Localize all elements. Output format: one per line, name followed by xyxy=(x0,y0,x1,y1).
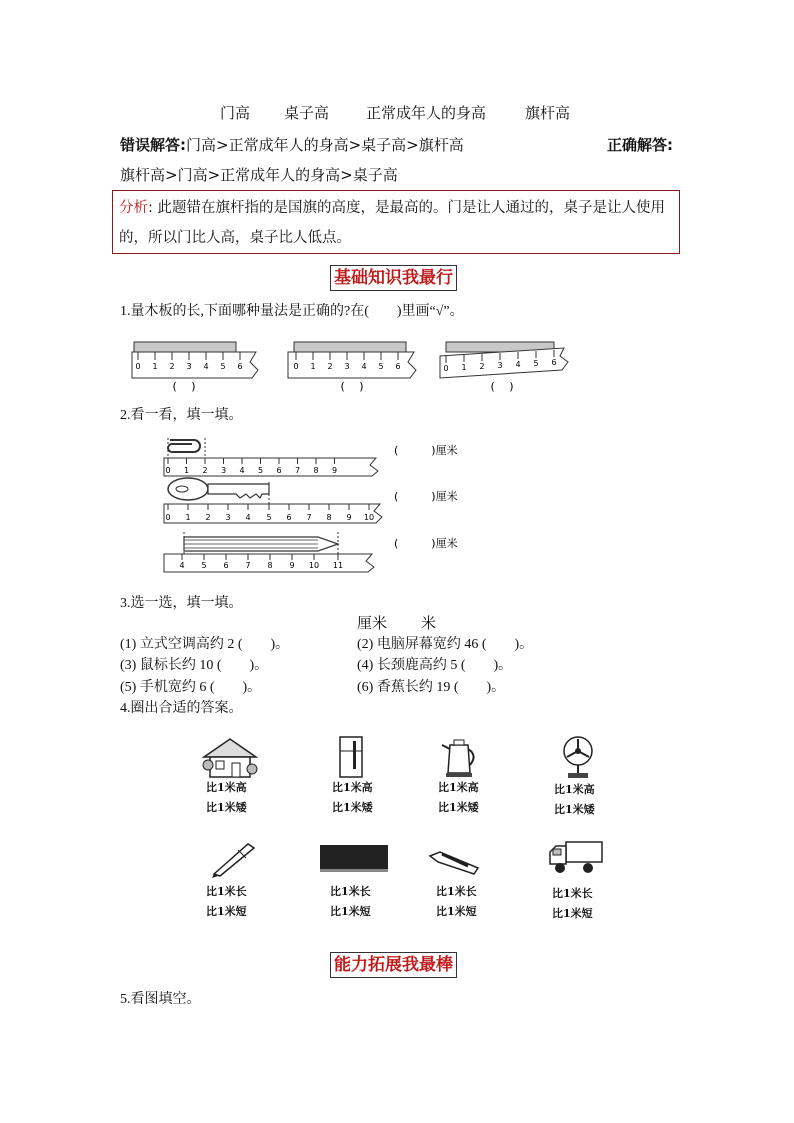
option-shorter[interactable]: 比1米短 xyxy=(552,907,593,920)
option-shorter[interactable]: 比1米短 xyxy=(436,905,477,918)
answer-blank-a[interactable]: ( ) xyxy=(172,380,196,393)
ruler-1-tick-label: 3 xyxy=(220,466,227,475)
board-a xyxy=(134,342,236,352)
correct-answer-label: 正确解答: xyxy=(607,136,673,154)
ruler-1-tick-label: 7 xyxy=(294,466,301,475)
option-longer[interactable]: 比1米长 xyxy=(330,885,371,898)
q1-rulers xyxy=(128,336,578,394)
height-item-adult: 正常成年人的身高 xyxy=(366,104,487,122)
q3-item-5: (5) 手机宽约 6 ( )。 xyxy=(120,680,262,695)
q3-item-6: (6) 香蕉长约 19 ( )。 xyxy=(357,680,506,695)
ruler-2-tick-label: 7 xyxy=(306,513,312,522)
height-item-door: 门高 xyxy=(220,104,251,122)
fan-icon xyxy=(558,735,598,779)
section-title-extension: 能力拓展我最棒 xyxy=(330,952,457,978)
option-longer[interactable]: 比1米长 xyxy=(552,887,593,900)
option-shorter[interactable]: 比1米短 xyxy=(330,905,371,918)
ruler-a-tick-label: 1 xyxy=(152,362,158,371)
answer-blank-b[interactable]: ( ) xyxy=(340,380,364,393)
option-shorter[interactable]: 比1米短 xyxy=(206,905,247,918)
ruler-2-tick-label: 4 xyxy=(245,513,251,522)
ruler-b-tick-label: 5 xyxy=(378,362,384,371)
wrong-answer-text: 门高>正常成年人的身高>桌子高>旗杆高 xyxy=(186,136,464,154)
option-longer[interactable]: 比1米长 xyxy=(436,885,477,898)
height-item-table: 桌子高 xyxy=(284,104,330,122)
correct-answer-text: 旗杆高>门高>正常成年人的身高>桌子高 xyxy=(120,166,398,184)
height-item-flagpole: 旗杆高 xyxy=(525,104,571,122)
blackboard-icon xyxy=(318,843,390,873)
answer-unit-1[interactable]: ( )厘米 xyxy=(394,444,458,457)
ruler-2-tick-label: 0 xyxy=(165,513,171,522)
option-shorter[interactable]: 比1米矮 xyxy=(206,801,247,814)
option-shorter[interactable]: 比1米矮 xyxy=(438,801,479,814)
ruler-a-tick-label: 4 xyxy=(203,362,209,371)
ruler-b-tick-label: 4 xyxy=(361,362,367,371)
ruler-1-tick-label: 2 xyxy=(202,466,208,475)
caption-truck xyxy=(552,884,593,924)
ruler-1-tick-label: 1 xyxy=(183,466,190,475)
question-1-text: 1.量木板的长,下面哪种量法是正确的?在( )里画“√”。 xyxy=(120,304,464,319)
ruler-2-tick-label: 10 xyxy=(363,513,375,522)
q2-rulers xyxy=(158,436,488,586)
ruler-3-tick-label: 9 xyxy=(289,561,295,570)
ruler-b-tick-label: 3 xyxy=(344,362,350,371)
caption-knife xyxy=(436,882,477,922)
ruler-1 xyxy=(164,458,378,476)
option-taller[interactable]: 比1米高 xyxy=(554,783,595,796)
wrong-answer xyxy=(120,134,464,155)
question-3-text: 3.选一选，填一填。 xyxy=(120,596,243,611)
caption-kettle xyxy=(438,778,479,818)
answer-unit-2[interactable]: ( )厘米 xyxy=(394,490,458,503)
q3-item-1: (1) 立式空调高约 2 ( )。 xyxy=(120,637,290,652)
section-title-basic: 基础知识我最行 xyxy=(330,265,457,291)
option-longer[interactable]: 比1米长 xyxy=(206,885,247,898)
ruler-2-tick-label: 5 xyxy=(266,513,272,522)
ruler-c-tick-label: 5 xyxy=(533,359,539,368)
analysis-box xyxy=(112,190,680,254)
ruler-2-tick-label: 9 xyxy=(346,513,352,522)
ruler-1-tick-label: 8 xyxy=(313,466,319,475)
ruler-3-tick-label: 4 xyxy=(179,561,185,570)
board-b xyxy=(294,342,406,352)
ruler-b-tick-label: 2 xyxy=(327,362,333,371)
pen-icon xyxy=(208,838,258,878)
ruler-3-tick-label: 6 xyxy=(223,561,229,570)
q3-item-3: (3) 鼠标长约 10 ( )。 xyxy=(120,658,269,673)
answer-unit-3[interactable]: ( )厘米 xyxy=(394,537,458,550)
ruler-c-tick-label: 0 xyxy=(443,364,449,373)
ruler-2-tick-label: 1 xyxy=(185,513,191,522)
ruler-a-tick-label: 0 xyxy=(135,362,141,371)
q3-item-2: (2) 电脑屏幕宽约 46 ( )。 xyxy=(357,637,534,652)
ruler-b-tick-label: 6 xyxy=(395,362,401,371)
ruler-3-tick-label: 7 xyxy=(245,561,251,570)
question-2-text: 2.看一看，填一填。 xyxy=(120,408,243,423)
caption-house xyxy=(206,778,247,818)
option-shorter[interactable]: 比1米矮 xyxy=(332,801,373,814)
ruler-3-tick-label: 11 xyxy=(332,561,344,570)
q3-item-4: (4) 长颈鹿高约 5 ( )。 xyxy=(357,658,513,673)
ruler-c-tick-label: 3 xyxy=(497,361,503,370)
option-m: 米 xyxy=(421,614,437,632)
ruler-c-tick-label: 1 xyxy=(461,363,467,372)
wrong-answer-label: 错误解答: xyxy=(120,136,186,154)
option-shorter[interactable]: 比1米矮 xyxy=(554,803,595,816)
ruler-1-tick-label: 4 xyxy=(239,466,245,475)
ruler-2-tick-label: 2 xyxy=(205,513,211,522)
pencil-icon xyxy=(184,537,338,551)
utility-knife-icon xyxy=(428,848,482,876)
answer-blank-c[interactable]: ( ) xyxy=(490,380,514,393)
kettle-icon xyxy=(440,735,480,779)
ruler-1-tick-label: 0 xyxy=(165,466,171,475)
analysis-text: : 此题错在旗杆指的是国旗的高度，是最高的。门是让人通过的，桌子是让人使用的，所以门比人高，桌子比人低点。 xyxy=(119,200,665,246)
ruler-a-tick-label: 5 xyxy=(220,362,226,371)
refrigerator-icon xyxy=(336,735,366,779)
ruler-3-tick-label: 10 xyxy=(308,561,320,570)
ruler-1-tick-label: 9 xyxy=(331,466,338,475)
option-taller[interactable]: 比1米高 xyxy=(206,781,247,794)
ruler-3-tick-label: 8 xyxy=(267,561,273,570)
ruler-b-tick-label: 1 xyxy=(310,362,316,371)
ruler-1-tick-label: 5 xyxy=(257,466,264,475)
caption-fan xyxy=(554,780,595,820)
ruler-3-tick-label: 5 xyxy=(201,561,207,570)
ruler-a-tick-label: 2 xyxy=(169,362,175,371)
caption-refrigerator xyxy=(332,778,373,818)
paperclip-icon xyxy=(168,440,200,452)
ruler-a-tick-label: 3 xyxy=(186,362,192,371)
ruler-2-tick-label: 8 xyxy=(326,513,332,522)
question-5-text: 5.看图填空。 xyxy=(120,992,201,1007)
option-taller[interactable]: 比1米高 xyxy=(332,781,373,794)
house-icon xyxy=(200,735,260,779)
ruler-2-tick-label: 3 xyxy=(225,513,231,522)
ruler-1-tick-label: 6 xyxy=(276,466,282,475)
question-4-text: 4.圈出合适的答案。 xyxy=(120,701,243,716)
ruler-b-tick-label: 0 xyxy=(293,362,299,371)
caption-blackboard xyxy=(330,882,371,922)
key-icon xyxy=(168,478,269,500)
caption-pen xyxy=(206,882,247,922)
ruler-c-tick-label: 2 xyxy=(479,362,485,371)
ruler-2-tick-label: 6 xyxy=(286,513,292,522)
truck-icon xyxy=(548,838,604,876)
ruler-c-tick-label: 6 xyxy=(551,358,557,367)
ruler-c-tick-label: 4 xyxy=(515,360,521,369)
option-taller[interactable]: 比1米高 xyxy=(438,781,479,794)
ruler-a-tick-label: 6 xyxy=(237,362,243,371)
analysis-label: 分析 xyxy=(119,200,148,216)
option-cm: 厘米 xyxy=(357,614,388,632)
